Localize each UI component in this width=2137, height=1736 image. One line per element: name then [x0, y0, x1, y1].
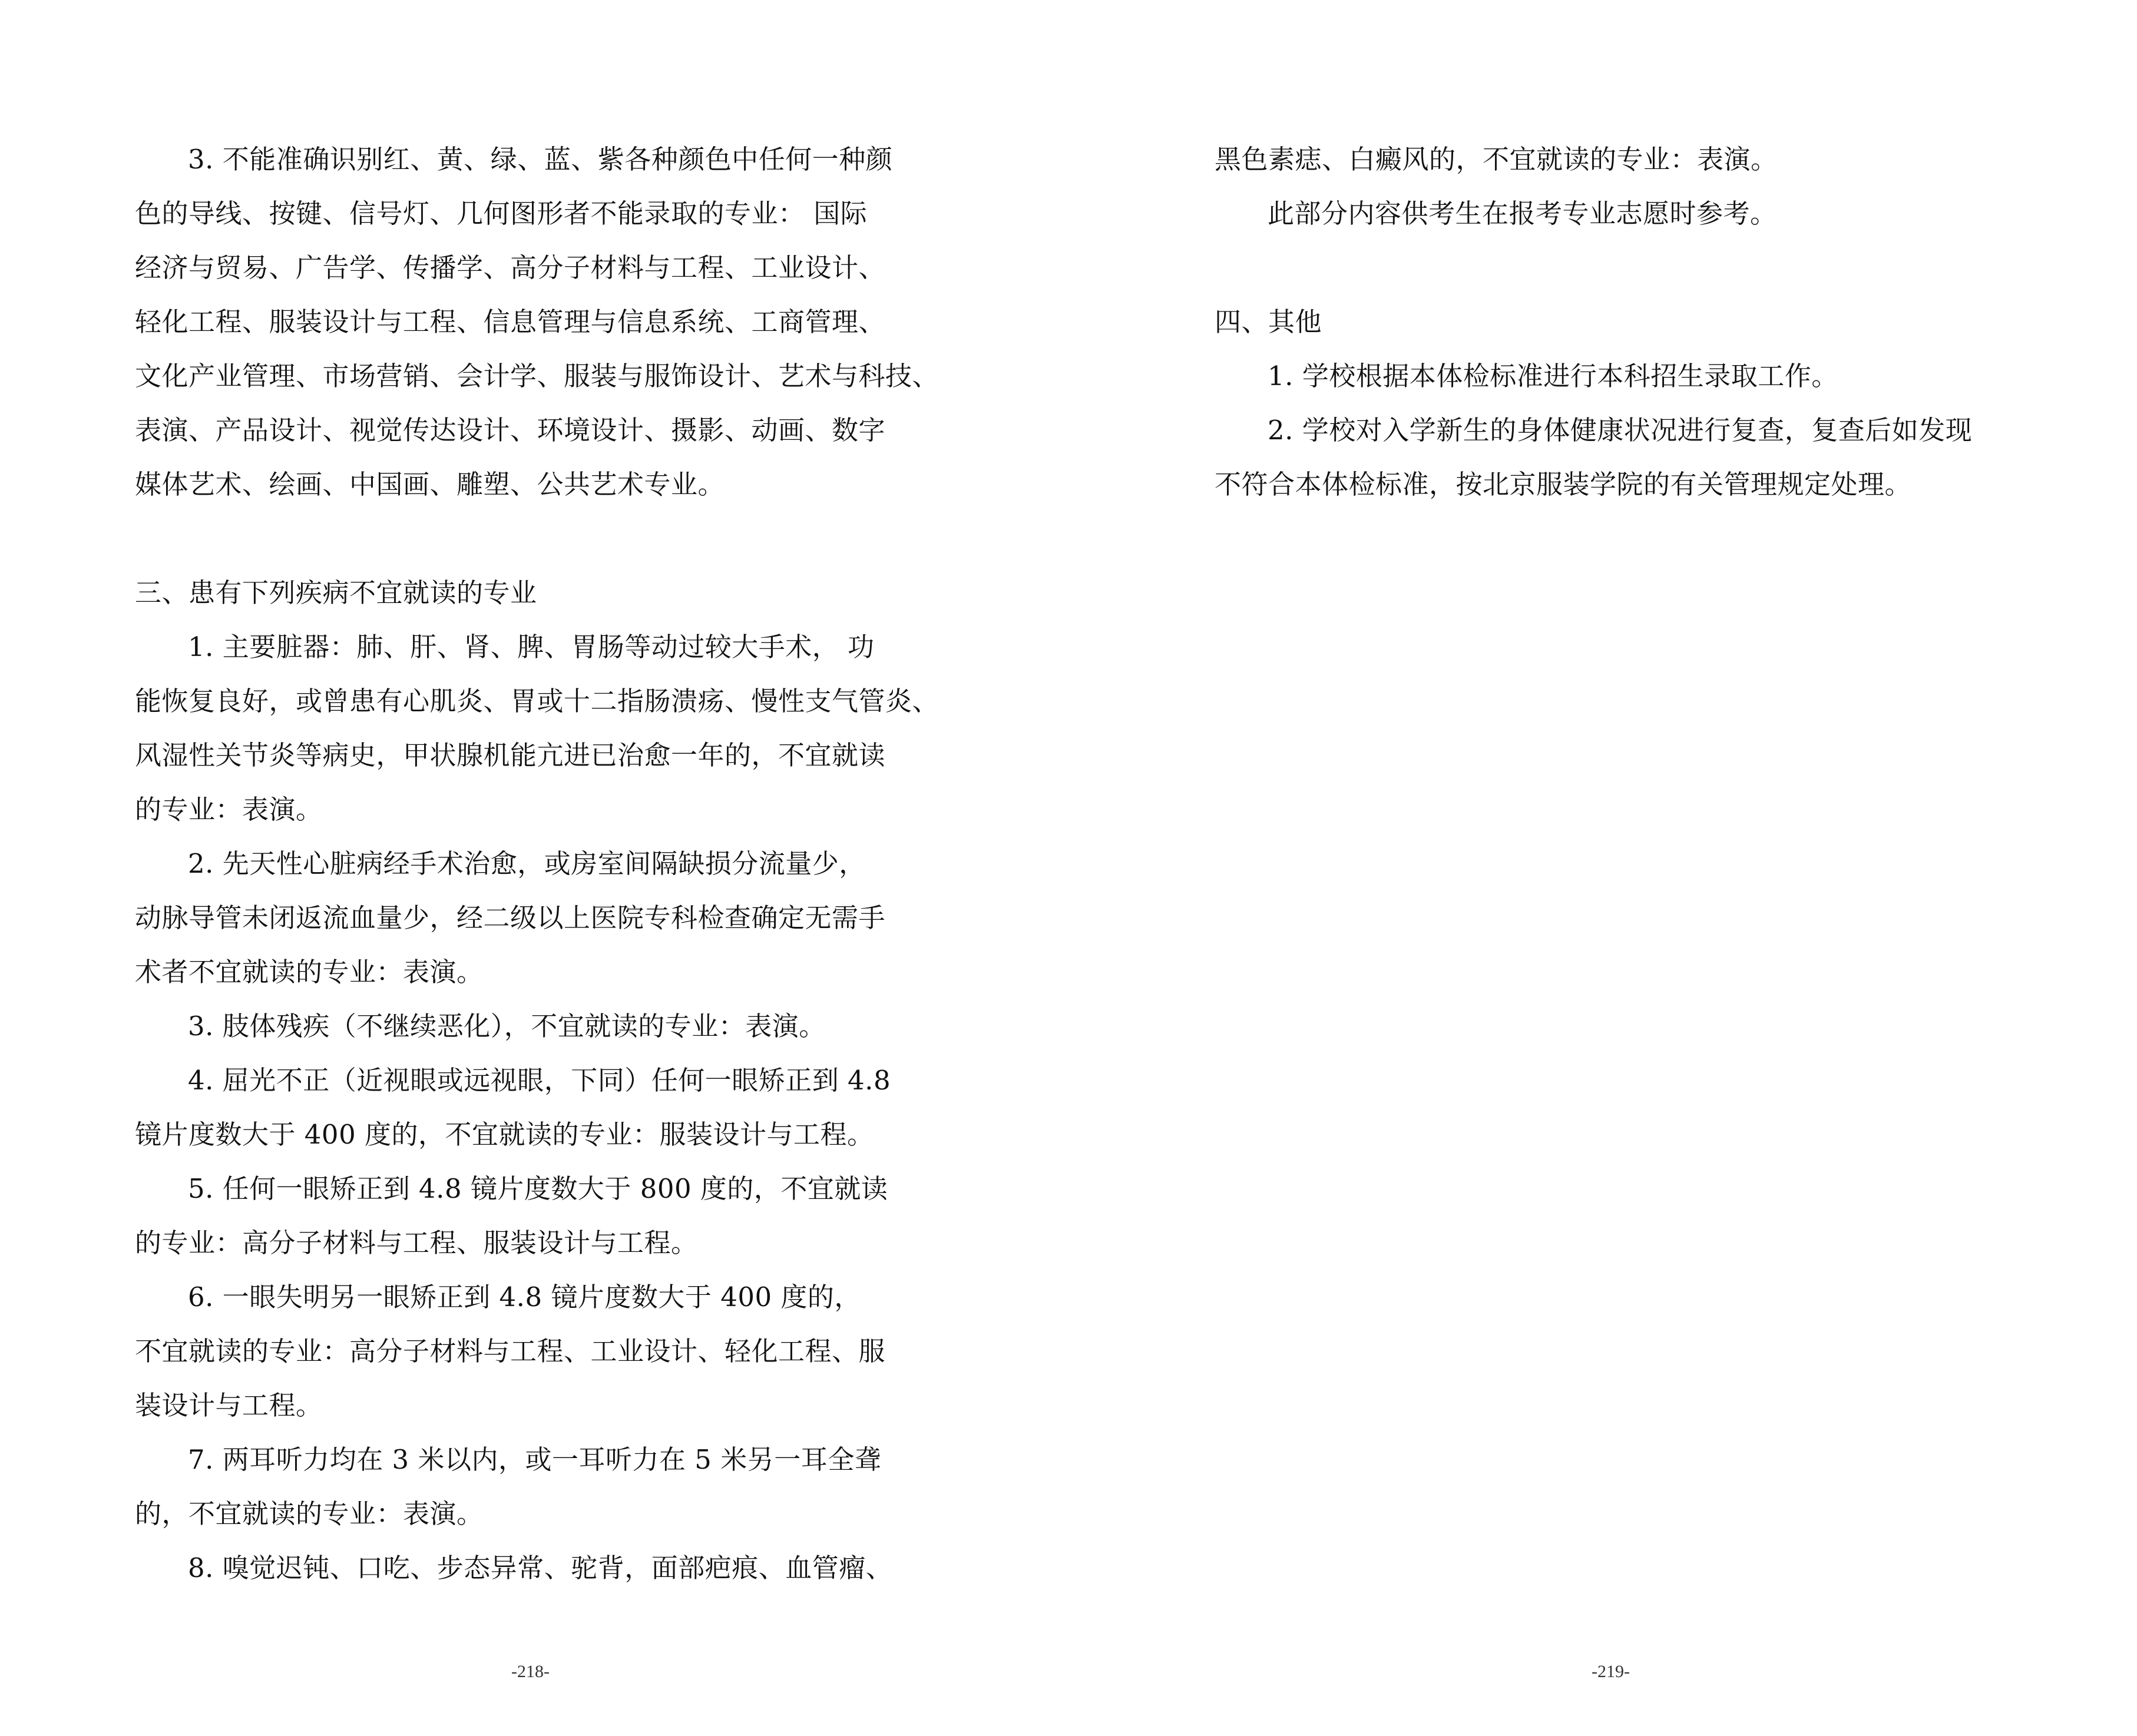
- blank-line: [135, 512, 960, 566]
- text-line: 术者不宜就读的专业：表演。: [135, 956, 484, 988]
- paragraph: [135, 999, 960, 1053]
- text-line: 7. 两耳听力均在 3 米以内，或一耳听力在 5 米另一耳全聋: [188, 1444, 882, 1475]
- text-line: 动脉导管未闭返流血量少，经二级以上医院专科检查确定无需手: [135, 902, 886, 933]
- paragraph: [1215, 349, 2039, 403]
- right-page-body: [1215, 132, 2039, 512]
- paragraph: [1215, 295, 2039, 349]
- text-line: 黑色素痣、白癜风的，不宜就读的专业：表演。: [1215, 144, 1778, 175]
- paragraph: [135, 566, 960, 620]
- text-line: 轻化工程、服装设计与工程、信息管理与信息系统、工商管理、: [135, 306, 886, 337]
- text-line: 6. 一眼失明另一眼矫正到 4.8 镜片度数大于 400 度的，: [188, 1281, 861, 1313]
- paragraph: [1215, 403, 2039, 512]
- text-line: 能恢复良好，或曾患有心肌炎、胃或十二指肠溃疡、慢性支气管炎、: [135, 685, 940, 717]
- text-line: 3. 肢体残疾（不继续恶化），不宜就读的专业：表演。: [188, 1011, 826, 1042]
- paragraph: [135, 1053, 960, 1162]
- text-line: 8. 嗅觉迟钝、口吃、步态异常、驼背，面部疤痕、血管瘤、: [188, 1552, 893, 1583]
- text-line: 三、患有下列疾病不宜就读的专业: [135, 577, 537, 608]
- paragraph: [135, 1541, 960, 1595]
- text-line: 装设计与工程。: [135, 1390, 323, 1421]
- paragraph: [1215, 132, 2039, 187]
- paragraph: [135, 1162, 960, 1270]
- text-line: 不符合本体检标准，按北京服装学院的有关管理规定处理。: [1215, 469, 1912, 500]
- paragraph: [135, 132, 960, 512]
- left-page-body: [135, 132, 960, 1595]
- paragraph: [135, 1270, 960, 1433]
- text-line: 3. 不能准确识别红、黄、绿、蓝、紫各种颜色中任何一种颜: [188, 144, 893, 175]
- text-line: 2. 学校对入学新生的身体健康状况进行复查，复查后如发现: [1268, 415, 1973, 446]
- text-line: 2. 先天性心脏病经手术治愈，或房室间隔缺损分流量少，: [188, 848, 866, 879]
- paragraph: [135, 1433, 960, 1541]
- text-line: 经济与贸易、广告学、传播学、高分子材料与工程、工业设计、: [135, 252, 886, 283]
- text-line: 风湿性关节炎等病史，甲状腺机能亢进已治愈一年的，不宜就读: [135, 740, 886, 771]
- text-line: 的，不宜就读的专业：表演。: [135, 1498, 484, 1529]
- blank-line: [1215, 241, 2039, 295]
- text-line: 的专业：表演。: [135, 794, 323, 825]
- text-line: 文化产业管理、市场营销、会计学、服装与服饰设计、艺术与科技、: [135, 360, 940, 392]
- text-line: 4. 屈光不正（近视眼或远视眼，下同）任何一眼矫正到 4.8: [188, 1065, 891, 1096]
- page-number-right: -219-: [1592, 1662, 1630, 1681]
- paragraph: [135, 837, 960, 999]
- text-line: 不宜就读的专业：高分子材料与工程、工业设计、轻化工程、服: [135, 1336, 886, 1367]
- text-line: 媒体艺术、绘画、中国画、雕塑、公共艺术专业。: [135, 469, 725, 500]
- paragraph: [1215, 187, 2039, 241]
- text-line: 四、其他: [1215, 306, 1322, 337]
- page-number-left: -218-: [511, 1662, 550, 1681]
- paragraph: [135, 620, 960, 837]
- text-line: 的专业：高分子材料与工程、服装设计与工程。: [135, 1227, 698, 1258]
- text-line: 此部分内容供考生在报考专业志愿时参考。: [1268, 198, 1777, 229]
- text-line: 色的导线、按键、信号灯、几何图形者不能录取的专业： 国际: [135, 198, 868, 229]
- text-line: 5. 任何一眼矫正到 4.8 镜片度数大于 800 度的，不宜就读: [188, 1173, 888, 1204]
- text-line: 镜片度数大于 400 度的，不宜就读的专业：服装设计与工程。: [135, 1119, 874, 1150]
- text-line: 1. 主要脏器：肺、肝、肾、脾、胃肠等动过较大手术， 功: [188, 631, 875, 662]
- text-line: 表演、产品设计、视觉传达设计、环境设计、摄影、动画、数字: [135, 415, 886, 446]
- text-line: 1. 学校根据本体检标准进行本科招生录取工作。: [1268, 360, 1838, 392]
